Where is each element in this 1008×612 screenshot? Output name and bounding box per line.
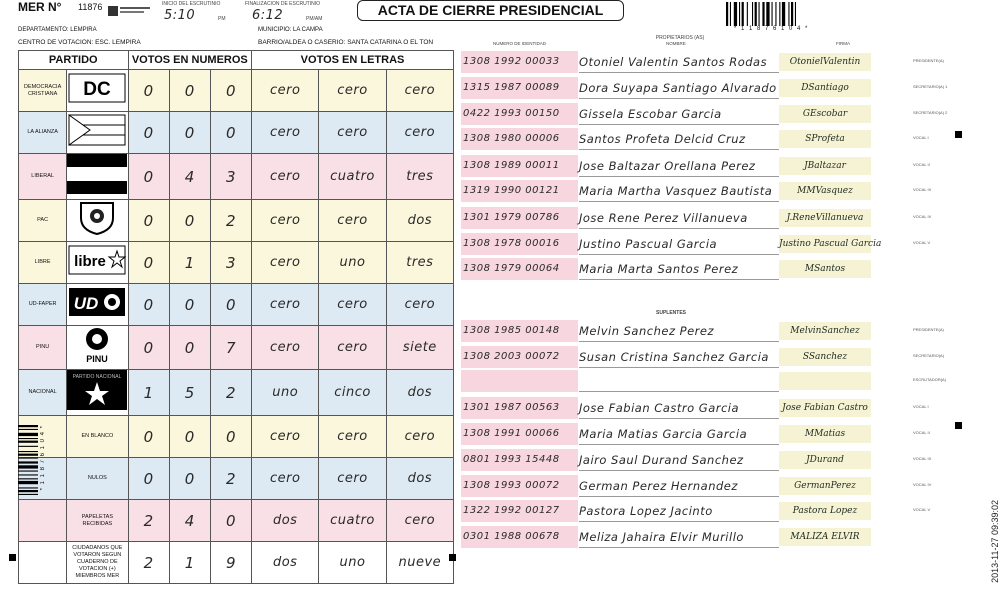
vote-digit[interactable]: 0 xyxy=(169,326,210,370)
barcode-bar xyxy=(18,438,38,439)
member-signature[interactable]: Jose Fabian Castro xyxy=(779,399,871,417)
member-role: VOCAL I xyxy=(913,135,929,140)
suplentes-row xyxy=(461,346,945,368)
member-signature[interactable]: SSanchez xyxy=(779,348,871,366)
suplentes-row xyxy=(461,449,931,471)
party-logo xyxy=(67,326,128,370)
party-logo xyxy=(67,154,128,200)
member-role: PRESIDENTE(A) xyxy=(913,327,944,332)
member-id[interactable]: 1301 1979 00786 xyxy=(461,207,578,229)
member-id[interactable]: 1315 1987 00089 xyxy=(461,77,578,99)
member-role: SECRETARIO(A) 1 xyxy=(913,84,948,89)
vote-digit[interactable]: 0 xyxy=(210,112,251,154)
tse-logo-icon xyxy=(108,4,152,18)
vote-word[interactable]: dos xyxy=(252,542,319,584)
fin-label: FINALIZACION DE ESCRUTINIO xyxy=(245,1,321,7)
suplentes-row xyxy=(461,397,929,419)
party-logo xyxy=(67,200,128,242)
member-id[interactable]: 1308 1991 00066 xyxy=(461,423,578,445)
vote-word[interactable]: siete xyxy=(386,326,453,370)
party-logo xyxy=(67,242,128,284)
vote-word[interactable]: cuatro xyxy=(319,154,386,200)
col-nombre-header: NOMBRE xyxy=(666,41,686,46)
member-signature[interactable]: Pastora Lopez xyxy=(779,502,871,520)
departamento: DEPARTAMENTO: LEMPIRA xyxy=(18,27,97,33)
barcode-bar xyxy=(18,461,38,463)
vote-digit[interactable]: 0 xyxy=(169,200,210,242)
result-row xyxy=(19,284,454,326)
barcode-bar xyxy=(18,487,38,488)
member-id[interactable]: 0801 1993 15448 xyxy=(461,449,578,471)
member-id[interactable]: 0422 1993 00150 xyxy=(461,103,578,125)
fin-time: 6:12 xyxy=(252,8,284,23)
ud-logo-icon xyxy=(68,287,126,317)
vote-digit[interactable]: 2 xyxy=(210,370,251,416)
vote-digit[interactable]: 0 xyxy=(169,416,210,458)
barcode-bar xyxy=(739,2,740,26)
mer-label: MER N° xyxy=(18,0,62,14)
member-role: VOCAL V xyxy=(913,240,931,245)
result-row xyxy=(19,112,454,154)
registration-marker xyxy=(9,554,16,561)
vote-digit[interactable]: 0 xyxy=(210,284,251,326)
vote-digit[interactable]: 7 xyxy=(210,326,251,370)
member-signature[interactable]: OtonielValentin xyxy=(779,53,871,71)
vote-digit[interactable]: 0 xyxy=(210,416,251,458)
vote-word[interactable]: cero xyxy=(252,284,319,326)
barcode-bar xyxy=(18,458,38,459)
row-label: PAPELETAS RECIBIDAS xyxy=(67,500,128,542)
vote-digit[interactable]: 0 xyxy=(128,242,169,284)
member-name[interactable]: Jose Baltazar Orellana Perez xyxy=(579,155,779,177)
vote-digit[interactable]: 0 xyxy=(128,154,169,200)
result-row xyxy=(19,416,454,458)
member-id[interactable]: 0301 1988 00678 xyxy=(461,526,578,548)
mer-number: 11876 xyxy=(78,2,103,12)
vote-word[interactable]: cero xyxy=(386,112,453,154)
result-row xyxy=(19,70,454,112)
barcode-bar xyxy=(788,2,789,26)
member-signature[interactable]: Justino Pascual Garcia xyxy=(779,235,871,253)
barcode-bar xyxy=(730,2,731,26)
barcode-bar xyxy=(18,494,38,495)
col-identidad-header: NUMERO DE IDENTIDAD xyxy=(493,41,547,46)
member-role: SECRETARIO(A) 2 xyxy=(913,110,948,115)
result-row xyxy=(19,458,454,500)
header-partido: PARTIDO xyxy=(19,51,129,70)
vote-word[interactable]: cero xyxy=(386,416,453,458)
vote-digit[interactable]: 0 xyxy=(128,284,169,326)
member-role: PRESIDENTE(A) xyxy=(913,58,944,63)
barcode-bar xyxy=(18,465,38,468)
result-row xyxy=(19,242,454,284)
member-role: VOCAL IV xyxy=(913,214,932,219)
registration-marker xyxy=(955,131,962,138)
vote-word[interactable]: uno xyxy=(252,370,319,416)
vote-word[interactable]: cero xyxy=(252,70,319,112)
member-signature[interactable]: SProfeta xyxy=(779,130,871,148)
barcode-bar xyxy=(766,2,769,26)
vote-digit[interactable]: 0 xyxy=(128,326,169,370)
barcode-bar xyxy=(762,2,764,26)
barcode-bar xyxy=(18,454,38,456)
propietarios-row xyxy=(461,51,944,73)
propietarios-row xyxy=(461,233,931,255)
vote-word[interactable]: cero xyxy=(252,416,319,458)
vote-word[interactable]: cero xyxy=(252,458,319,500)
barcode-bar xyxy=(18,481,38,484)
municipio: MUNICIPIO: LA CAMPA xyxy=(258,27,323,33)
pinu-logo-text: PINU xyxy=(86,354,109,364)
suplentes-row xyxy=(461,423,930,445)
member-id[interactable]: 1308 1980 00006 xyxy=(461,128,578,150)
member-signature[interactable]: J.ReneVillanueva xyxy=(779,209,871,227)
member-signature[interactable]: MALIZA ELVIR xyxy=(779,528,871,546)
barcode-bar xyxy=(18,429,38,430)
vote-word[interactable]: tres xyxy=(386,154,453,200)
member-name[interactable]: Justino Pascual Garcia xyxy=(579,233,779,255)
barcode-bar xyxy=(18,478,38,479)
barcode-bar xyxy=(791,2,793,26)
row-label: EN BLANCO xyxy=(67,416,128,458)
member-id[interactable]: 1308 1985 00148 xyxy=(461,320,578,342)
member-id[interactable]: 1322 1992 00127 xyxy=(461,500,578,522)
member-id[interactable]: 1308 1989 00011 xyxy=(461,155,578,177)
nacional-logo-text: PARTIDO NACIONAL xyxy=(73,374,122,380)
vote-word[interactable]: cero xyxy=(252,242,319,284)
barcode-left-icon xyxy=(18,425,38,525)
libre-logo-text: libre xyxy=(74,253,107,270)
barcode-bar xyxy=(755,2,757,26)
propietarios-row xyxy=(461,207,932,229)
party-logo xyxy=(67,284,128,326)
propietarios-row xyxy=(461,258,911,280)
member-name[interactable] xyxy=(579,370,779,392)
barcode-bar xyxy=(18,474,38,475)
member-role: VOCAL IV xyxy=(913,482,932,487)
member-id[interactable]: 1308 1978 00016 xyxy=(461,233,578,255)
barcode-bar xyxy=(795,2,796,26)
member-role: SECRETARIO(A) xyxy=(913,353,945,358)
suplentes-header: SUPLENTES xyxy=(656,310,687,316)
vote-word[interactable]: cero xyxy=(319,416,386,458)
barcode-bar xyxy=(775,2,776,26)
vote-word[interactable]: cinco xyxy=(319,370,386,416)
member-role: VOCAL III xyxy=(913,187,931,192)
vote-word[interactable]: cero xyxy=(319,284,386,326)
vote-digit[interactable]: 0 xyxy=(128,70,169,112)
scan-timestamp: 2013-11-27 09:39:02 xyxy=(990,500,1000,583)
results-table xyxy=(18,50,454,584)
vote-digit[interactable]: 1 xyxy=(169,542,210,584)
member-name[interactable]: German Perez Hernandez xyxy=(579,475,779,497)
member-name[interactable]: Maria Matias Garcia Garcia xyxy=(579,423,779,445)
barcode-bar xyxy=(18,471,38,472)
barcode-bar xyxy=(18,441,38,443)
party-name: LIBRE xyxy=(19,242,67,284)
member-id[interactable]: 1308 1993 00072 xyxy=(461,475,578,497)
barcode-bar xyxy=(742,2,744,26)
vote-digit[interactable]: 0 xyxy=(210,500,251,542)
pinu-logo-icon xyxy=(77,326,117,364)
header-logo xyxy=(108,4,153,20)
party-logo xyxy=(67,370,128,416)
header-votos-numeros: VOTOS EN NUMEROS xyxy=(128,51,252,70)
result-row xyxy=(19,542,454,584)
inicio-label: INICIO DEL ESCRUTINIO xyxy=(162,1,221,7)
result-row xyxy=(19,370,454,416)
member-id[interactable]: 1319 1990 00121 xyxy=(461,180,578,202)
barcode-bar xyxy=(18,425,38,427)
result-row xyxy=(19,326,454,370)
party-name: NACIONAL xyxy=(19,370,67,416)
member-name[interactable]: Melvin Sanchez Perez xyxy=(579,320,779,342)
propietarios-row xyxy=(461,77,948,99)
barcode-bar xyxy=(752,2,753,26)
vote-word[interactable]: cero xyxy=(319,112,386,154)
member-signature[interactable]: JDurand xyxy=(779,451,871,469)
vote-word[interactable]: cero xyxy=(319,458,386,500)
vote-digit[interactable]: 0 xyxy=(169,458,210,500)
propietarios-row xyxy=(461,155,930,177)
member-role: VOCAL I xyxy=(913,404,929,409)
ud-logo-text: UD xyxy=(74,294,99,313)
vote-word[interactable]: cero xyxy=(319,326,386,370)
nacional-star-icon xyxy=(67,370,127,410)
party-logo xyxy=(67,112,128,154)
propietarios-row xyxy=(461,128,929,150)
result-row xyxy=(19,200,454,242)
member-id[interactable]: 1308 1979 00064 xyxy=(461,258,578,280)
vote-digit[interactable]: 2 xyxy=(128,542,169,584)
vote-word[interactable]: cero xyxy=(386,70,453,112)
libre-logo-icon xyxy=(68,245,126,275)
vote-digit[interactable]: 0 xyxy=(128,200,169,242)
barcode-bar xyxy=(18,446,38,447)
party-name: PAC xyxy=(19,200,67,242)
member-name[interactable]: Santos Profeta Delcid Cruz xyxy=(579,128,779,150)
alianza-flag-icon xyxy=(68,114,126,146)
member-role: VOCAL III xyxy=(913,456,931,461)
member-name[interactable]: Maria Marta Santos Perez xyxy=(579,258,779,280)
vote-word[interactable]: cero xyxy=(252,200,319,242)
inicio-pm: PM xyxy=(218,16,226,22)
member-signature[interactable]: GEscobar xyxy=(779,105,871,123)
barcode-top-icon xyxy=(726,2,830,26)
propietarios-row xyxy=(461,103,948,125)
member-signature[interactable]: DSantiago xyxy=(779,79,871,97)
vote-digit[interactable]: 3 xyxy=(210,242,251,284)
party-name: UD-FAPER xyxy=(19,284,67,326)
party-name: PINU xyxy=(19,326,67,370)
inicio-time: 5:10 xyxy=(164,8,196,23)
barcode-top-number: * 1 1 8 7 6 1 0 4 * xyxy=(734,26,809,32)
centro-votacion: CENTRO DE VOTACION: ESC. LEMPIRA xyxy=(18,39,141,46)
vote-word[interactable]: tres xyxy=(386,242,453,284)
member-id[interactable]: 1308 1992 00033 xyxy=(461,51,578,73)
vote-word[interactable]: cero xyxy=(252,326,319,370)
member-name[interactable]: Pastora Lopez Jacinto xyxy=(579,500,779,522)
vote-digit[interactable]: 4 xyxy=(169,154,210,200)
member-signature[interactable]: GermanPerez xyxy=(779,477,871,495)
barcode-bar xyxy=(726,2,728,26)
member-signature[interactable]: MSantos xyxy=(779,260,871,278)
vote-word[interactable]: dos xyxy=(252,500,319,542)
vote-word[interactable]: uno xyxy=(319,242,386,284)
barcode-bar xyxy=(18,433,38,436)
member-name[interactable]: Otoniel Valentin Santos Rodas xyxy=(579,51,779,73)
member-name[interactable]: Jose Fabian Castro Garcia xyxy=(579,397,779,419)
vote-word[interactable]: dos xyxy=(386,200,453,242)
vote-digit[interactable]: 1 xyxy=(128,370,169,416)
party-name: LA ALIANZA xyxy=(19,112,67,154)
party-name: LIBERAL xyxy=(19,154,67,200)
vote-word[interactable]: cuatro xyxy=(319,500,386,542)
vote-digit[interactable]: 2 xyxy=(210,200,251,242)
dc-logo-text: DC xyxy=(83,79,112,100)
vote-word[interactable]: cero xyxy=(319,200,386,242)
member-name[interactable]: Jose Rene Perez Villanueva xyxy=(579,207,779,229)
vote-digit[interactable]: 0 xyxy=(128,416,169,458)
barcode-bar xyxy=(18,451,38,452)
vote-word[interactable]: dos xyxy=(386,370,453,416)
vote-digit[interactable]: 0 xyxy=(210,70,251,112)
result-row xyxy=(19,500,454,542)
vote-digit[interactable]: 0 xyxy=(169,112,210,154)
vote-digit[interactable]: 0 xyxy=(169,70,210,112)
header-votos-letras: VOTOS EN LETRAS xyxy=(252,51,454,70)
barcode-bar xyxy=(18,490,38,492)
fin-pm: PM/AM xyxy=(306,16,323,22)
member-name[interactable]: Jairo Saul Durand Sanchez xyxy=(579,449,779,471)
vote-word[interactable]: cero xyxy=(319,70,386,112)
member-signature[interactable]: MelvinSanchez xyxy=(779,322,871,340)
member-role: VOCAL V xyxy=(913,507,931,512)
acta-title: ACTA DE CIERRE PRESIDENCIAL xyxy=(357,0,624,21)
member-id[interactable]: 1308 2003 00072 xyxy=(461,346,578,368)
vote-word[interactable]: uno xyxy=(319,542,386,584)
vote-digit[interactable]: 0 xyxy=(128,112,169,154)
vote-word[interactable]: dos xyxy=(386,458,453,500)
barcode-bar xyxy=(772,2,773,26)
col-propietarios-header: PROPIETARIOS (AS) xyxy=(655,35,705,41)
barcode-bar xyxy=(779,2,780,26)
vote-word[interactable]: cero xyxy=(386,500,453,542)
barcode-bar xyxy=(747,2,748,26)
registration-marker xyxy=(449,554,456,561)
vote-word[interactable]: cero xyxy=(252,154,319,200)
member-signature[interactable]: JBaltazar xyxy=(779,157,871,175)
member-name[interactable]: Gissela Escobar Garcia xyxy=(579,103,779,125)
barcode-bar xyxy=(759,2,760,26)
member-id[interactable] xyxy=(461,370,578,392)
member-role: VOCAL II xyxy=(913,430,930,435)
member-name[interactable]: Meliza Jahaira Elvir Murillo xyxy=(579,526,779,548)
vote-word[interactable]: cero xyxy=(386,284,453,326)
barcode-bar xyxy=(782,2,785,26)
vote-digit[interactable]: 3 xyxy=(210,154,251,200)
pac-shield-icon xyxy=(75,200,119,236)
vote-word[interactable]: nueve xyxy=(386,542,453,584)
suplentes-row xyxy=(461,475,932,497)
barcode-left-number: * 1 1 8 7 6 1 0 4 * xyxy=(40,425,46,491)
vote-digit[interactable]: 0 xyxy=(169,284,210,326)
member-name[interactable]: Susan Cristina Sanchez Garcia xyxy=(579,346,779,368)
row-label: CIUDADANOS QUE VOTARON SEGUN CUADERNO DE VOTACION (+) MIEMBROS MER xyxy=(67,542,128,584)
member-role: ESCRUTADOR(A) xyxy=(913,377,947,382)
barrio: BARRIO/ALDEA O CASERIO: SANTA CATARINA O EL TON xyxy=(258,39,434,46)
member-signature[interactable] xyxy=(779,372,871,390)
suplentes-row xyxy=(461,320,944,342)
vote-digit[interactable]: 1 xyxy=(169,242,210,284)
member-name[interactable]: Dora Suyapa Santiago Alvarado xyxy=(579,77,779,99)
vote-digit[interactable]: 4 xyxy=(169,500,210,542)
member-role: VOCAL II xyxy=(913,162,930,167)
suplentes-row xyxy=(461,500,931,522)
vote-digit[interactable]: 5 xyxy=(169,370,210,416)
suplentes-row xyxy=(461,370,947,392)
dc-logo-icon xyxy=(68,73,126,103)
member-signature[interactable]: MMatias xyxy=(779,425,871,443)
barcode-bar xyxy=(734,2,737,26)
vote-word[interactable]: cero xyxy=(252,112,319,154)
vote-digit[interactable]: 0 xyxy=(128,458,169,500)
row-label: NULOS xyxy=(67,458,128,500)
member-signature[interactable]: MMVasquez xyxy=(779,182,871,200)
result-row xyxy=(19,154,454,200)
vote-digit[interactable]: 2 xyxy=(210,458,251,500)
party-name: DEMOCRACIA CRISTIANA xyxy=(19,70,67,112)
party-logo xyxy=(67,70,128,112)
registration-marker xyxy=(955,422,962,429)
liberal-flag-icon xyxy=(67,154,127,194)
vote-digit[interactable]: 9 xyxy=(210,542,251,584)
vote-digit[interactable]: 2 xyxy=(128,500,169,542)
col-firma-header: FIRMA xyxy=(836,41,850,46)
propietarios-row xyxy=(461,180,931,202)
suplentes-row xyxy=(461,526,911,548)
member-id[interactable]: 1301 1987 00563 xyxy=(461,397,578,419)
member-name[interactable]: Maria Martha Vasquez Bautista xyxy=(579,180,779,202)
